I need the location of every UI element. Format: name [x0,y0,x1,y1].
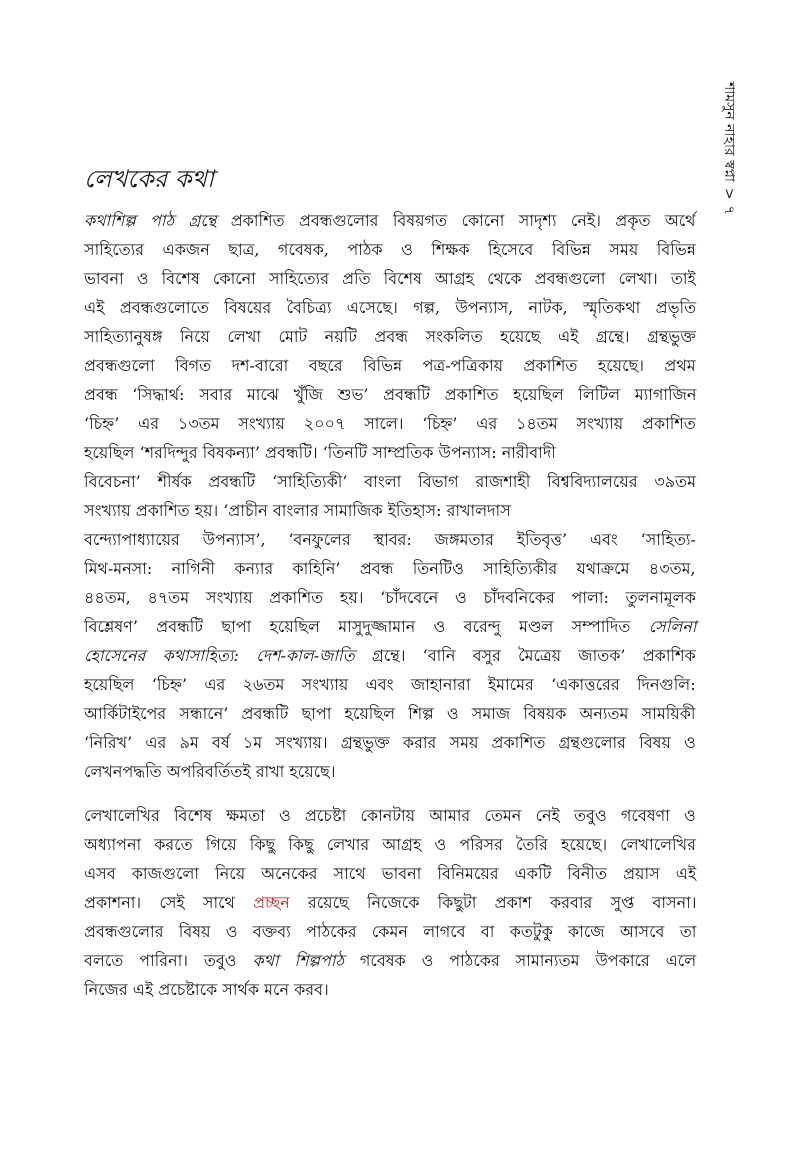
line-text: হয়েছিল ‘চিহ্ন’ এর ২৬তম সংখ্যায় এবং জাহানারা ইমামের ‘একাত্তরের দিনগুলি: [84,675,696,694]
text-line [84,699,696,728]
text-line [84,801,696,830]
italic-title-text: কথা শিল্পপাঠ [252,951,345,970]
text-line [84,859,696,888]
italic-title-text: সেলিনা [648,617,697,636]
line-text: ভাবনা ও বিশেষ কোনো সাহিত্যের প্রতি বিশেষ আগ্রহ থেকে প্রবন্ধগুলো লেখা। তাই [84,269,696,288]
italic-title-text: হোসেনের কথাসাহিত্য: দেশ-কাল-জাতি [84,646,355,665]
text-line [84,235,696,264]
highlighted-word: প্রচ্ছন [253,893,290,912]
running-head-author: শামসুন নাহার স্বপ্না [721,82,737,182]
line-text: বলতে পারিনা। তবুও [84,951,253,970]
section-heading: লেখকের কথা [84,165,214,193]
text-line [84,975,696,1004]
line-text: বিশ্লেষণ’ প্রবন্ধটি ছাপা হয়েছিল মাসুদুজ্জামান ও বরেন্দু মণ্ডল সম্পাদিত [84,617,649,636]
line-text: গ্রন্থে। ‘বানি বসুর মৈত্রেয় জাতক’ প্রকাশিক [354,646,696,665]
line-text: আর্কিটাইপের সন্ধানে’ প্রবন্ধটি ছাপা হয়েছিল শিল্প ও সমাজ বিষয়ক অন্যতম সাময়িকী [84,704,696,723]
text-line [84,612,696,641]
text-line [84,525,696,554]
text-line [84,206,696,235]
text-line [84,409,696,438]
line-text: সংখ্যায় প্রকাশিত হয়। ‘প্রাচীন বাংলার সামাজিক ইতিহাস: রাখালদাস [84,501,511,520]
line-text: প্রবন্ধগুলো বিগত দশ-বারো বছরে বিভিন্ন পত্র-পত্রিকায় প্রকাশিত হয়েছে। প্রথম [84,356,696,375]
line-text: ৪৪তম, ৪৭তম সংখ্যায় প্রকাশিত হয়। ‘চাঁদবেনে ও চাঁদবনিকের পালা: তুলনামূলক [84,588,696,607]
line-text: বিবেচনা’ শীর্ষক প্রবন্ধটি ‘সাহিত্যিকী’ বাংলা বিভাগ রাজশাহী বিশ্ববিদ্যালয়ের ৩৯তম [84,472,697,491]
line-text: রয়েছে নিজেকে কিছুটা প্রকাশ করবার সুপ্ত বাসনা। [289,893,697,912]
line-text: মিথ-মনসা: নাগিনী কন্যার কাহিনি’ প্রবন্ধ তিনটিও সাহিত্যিকীর যথাক্রমে ৪৩তম, [84,559,696,578]
text-line [84,293,696,322]
line-text: প্রবন্ধগুলোর বিষয় ও বক্তব্য পাঠকের কেমন লাগবে বা কতটুকু কাজে আসবে তা [84,922,697,941]
italic-title-text: কথাশিল্প পাঠ গ্রন্থে [84,211,217,230]
line-text: এসব কাজগুলো নিয়ে অনেকের সাথে ভাবনা বিনিময়ের একটি বিনীত প্রয়াস এই [84,864,697,883]
text-line [84,351,696,380]
text-line [84,438,696,467]
text-line [84,830,696,859]
line-text: ‘নিরিখ’ এর ৯ম বর্ষ ১ম সংখ্যায়। গ্রন্থভুক্ত করার সময় প্রকাশিত গ্রন্থগুলোর বিষয় ও [84,733,696,752]
line-text: লেখনপদ্ধতি অপরিবর্তিতই রাখা হয়েছে। [84,762,336,781]
line-text: এই প্রবন্ধগুলোতে বিষয়ের বৈচিত্র্য এসেছে। গল্প, উপন্যাস, নাটক, স্মৃতিকথা প্রভৃতি [84,298,697,317]
text-line [84,728,696,757]
running-head-separator: > [721,187,737,200]
text-line [84,264,696,293]
line-text: গবেষক ও পাঠকের সামান্যতম উপকারে এলে [344,951,697,970]
paragraph [84,801,696,1004]
line-text: নিজের এই প্রচেষ্টাকে সার্থক মনে করব। [84,980,329,999]
text-line [84,641,696,670]
paragraph [84,206,696,786]
text-line [84,554,696,583]
line-text: লেখালেখির বিশেষ ক্ষমতা ও প্রচেষ্টা কোনটায় আমার তেমন নেই তবুও গবেষণা ও [84,806,696,825]
text-line [84,467,696,496]
line-text: সাহিত্যানুষঙ্গ নিয়ে লেখা মোট নয়টি প্রবন্ধ সংকলিত হয়েছে এই গ্রন্থে। গ্রন্থভুক্ত [84,327,696,346]
line-text: অধ্যাপনা করতে গিয়ে কিছু কিছু লেখার আগ্রহ ও পরিসর তৈরি হয়েছে। লেখালেখির [84,835,696,854]
text-line [84,670,696,699]
text-line [84,888,696,917]
line-text: ‘চিহ্ন’ এর ১৩তম সংখ্যায় ২০০৭ সালে। ‘চিহ্ন’ এর ১৪তম সংখ্যায় প্রকাশিত [84,414,696,433]
text-line [84,917,696,946]
line-text: হয়েছিল ‘শরদিন্দুর বিষকন্যা’ প্রবন্ধটি। ‘তিনটি সাম্প্রতিক উপন্যাস: নারীবাদী [84,443,556,462]
text-line [84,496,696,525]
line-text: বন্দ্যোপাধ্যায়ের উপন্যাস’, ‘বনফুলের স্থাবর: জঙ্গমতার ইতিবৃত্ত’ এবং ‘সাহিত্য- [84,530,696,549]
running-head [718,82,740,252]
text-line [84,380,696,409]
page-number: ৭ [721,205,737,215]
line-text: প্রবন্ধ ‘সিদ্ধার্থ: সবার মাঝে খুঁজি শুভ’ প্রবন্ধটি প্রকাশিত হয়েছিল লিটিল ম্যাগাজিন [84,385,697,404]
body-text [84,206,696,1004]
text-line [84,757,696,786]
line-text: সাহিত্যের একজন ছাত্র, গবেষক, পাঠক ও শিক্ষক হিসেবে বিভিন্ন সময় বিভিন্ন [84,240,696,259]
text-line [84,946,696,975]
line-text: প্রকাশনা। সেই সাথে [84,893,254,912]
text-line [84,322,696,351]
line-text: প্রকাশিত প্রবন্ধগুলোর বিষয়গত কোনো সাদৃশ্য নেই। প্রকৃত অর্থে [216,211,696,230]
text-line [84,583,696,612]
